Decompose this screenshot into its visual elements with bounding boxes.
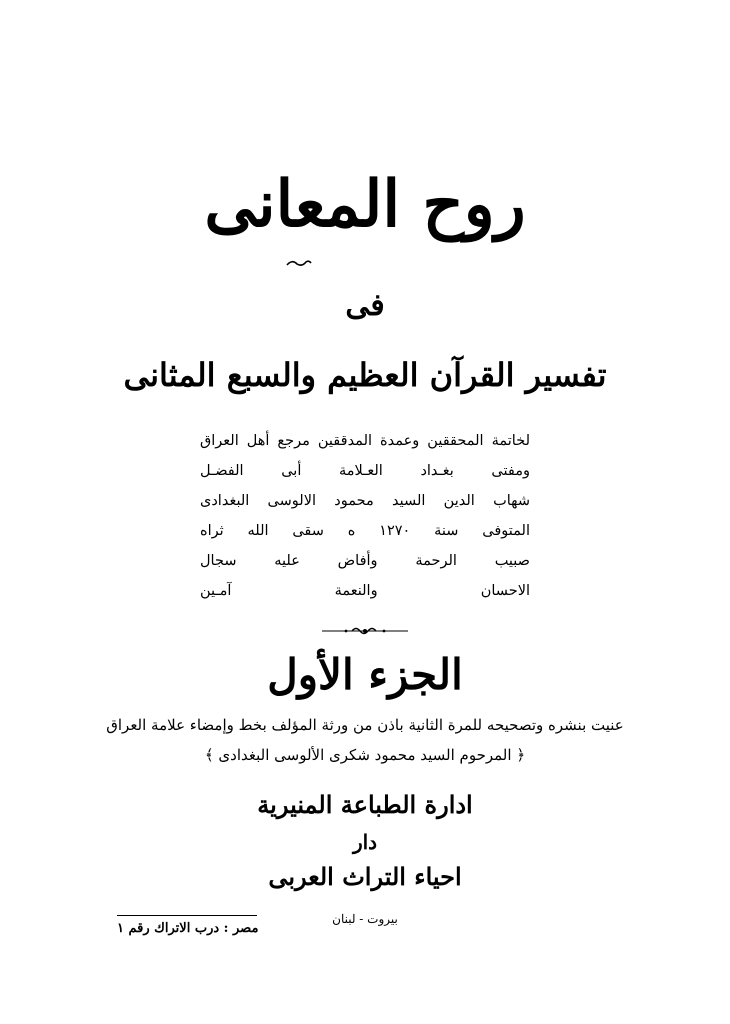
author-block: [200, 426, 530, 606]
title-preposition: فى: [345, 288, 385, 323]
author-line: المتوفى سنة ١٢٧٠ ه سقى الله ثراه: [200, 523, 530, 539]
book-subtitle: تفسير القرآن العظيم والسبع المثانى: [123, 356, 607, 394]
author-line: صبيب الرحمة وأفاض عليه سجال: [200, 553, 530, 569]
author-line: شهاب الدين السيد محمود الالوسى البغدادى: [200, 493, 530, 509]
ornament-divider: [322, 625, 408, 637]
edition-note: عنيت بنشره وتصحيحه للمرة الثانية باذن من ورثة المؤلف بخط وإمضاء علامة العراق: [106, 716, 624, 734]
publisher-city: بيروت - لبنان: [332, 912, 398, 926]
author-line: ومفتى بغـداد العـلامة أبى الفضـل: [200, 463, 530, 479]
branch-address: مصر : درب الاتراك رقم ١: [117, 921, 259, 936]
branch-rule: [117, 915, 257, 916]
author-line: لخاتمة المحققين وعمدة المدققين مرجع أهل العراق: [200, 433, 530, 449]
publisher-name: احياء التراث العربى: [268, 862, 462, 891]
edition-subnote: ﴿ المرحوم السيد محمود شكرى الألوسى البغدادى ﴾: [204, 746, 526, 764]
dar-label: دار: [352, 830, 378, 854]
volume-title: الجزء الأول: [267, 650, 463, 699]
author-line: الاحسان والنعمة آمـين: [200, 583, 530, 599]
book-title: روح المعانى: [204, 167, 526, 242]
title-flourish-mark: [286, 258, 312, 268]
press-name: ادارة الطباعة المنيرية: [257, 790, 473, 819]
